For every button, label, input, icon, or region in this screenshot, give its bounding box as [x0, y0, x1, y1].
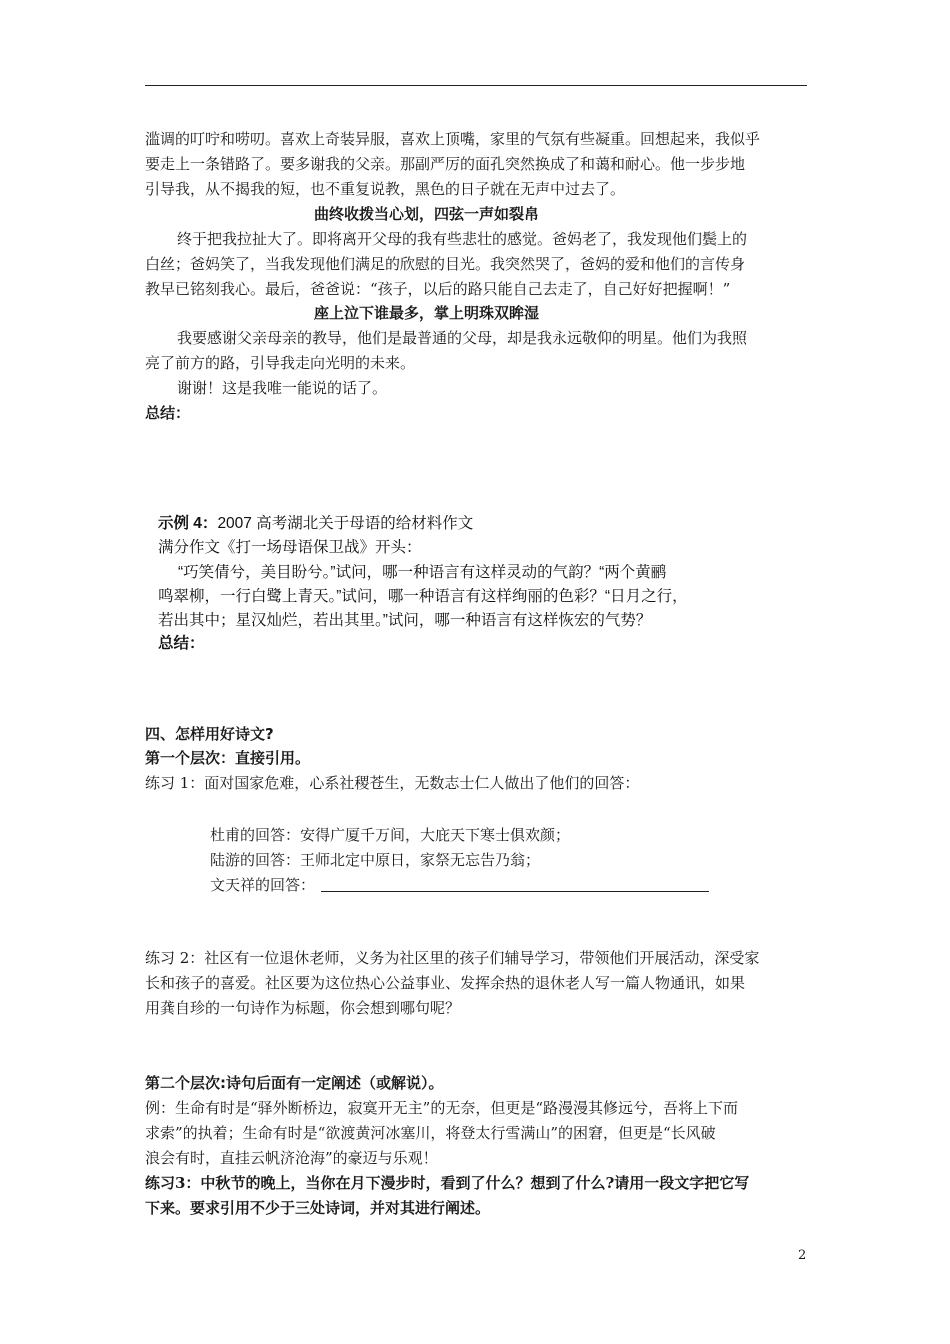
section-title: 四、怎样用好诗文? [145, 725, 274, 743]
example-line: 若出其中；星汉灿烂，若出其里。”试问，哪一种语言有这样恢宏的气势？ [158, 612, 652, 629]
exercise-3: 练习3：中秋节的晚上，当你在月下漫步时，看到了什么？想到了什么?请用一段文字把它写 [145, 1174, 750, 1192]
paragraph-line: 白丝；爸妈笑了，当我发现他们满足的欣慰的目光。我突然哭了，爸妈的爱和他们的言传身 [145, 255, 746, 273]
paragraph-line: 教早已铭刻我心。最后，爸爸说：“孩子，以后的路只能自己去走了，自己好好把握啊！” [145, 280, 731, 298]
example-label: 示例 4： [158, 515, 218, 532]
paragraph-line: 引导我，从不揭我的短，也不重复说教，黑色的日子就在无声中过去了。 [145, 180, 626, 198]
answer-line: 杜甫的回答：安得广厦千万间，大庇天下寒士俱欢颜； [210, 826, 571, 844]
answer-line-blank [210, 873, 709, 897]
example-line: 求索”的执着；生命有时是“欲渡黄河冰塞川，将登太行雪满山”的困窘，但更是“长风破 [145, 1124, 716, 1142]
paragraph-line: 亮了前方的路，引导我走向光明的未来。 [145, 354, 416, 372]
section-heading: 座上泣下谁最多，掌上明珠双眸湿 [314, 304, 540, 322]
page-number: 2 [798, 1248, 807, 1263]
paragraph-line: 要走上一条错路了。要多谢我的父亲。那副严厉的面孔突然换成了和蔼和耐心。他一步步地 [145, 155, 746, 173]
example-summary: 总结： [158, 635, 205, 652]
exercise-3: 下来。要求引用不少于三处诗词，并对其进行阐述。 [145, 1199, 491, 1217]
answer-blank[interactable] [321, 877, 709, 892]
example-title: 2007 高考湖北关于母语的给材料作文 [217, 515, 474, 532]
level-heading: 第一个层次：直接引用。 [145, 749, 311, 767]
example-line: “巧笑倩兮，美目盼兮。”试问，哪一种语言有这样灵动的气韵？“两个黄鹂 [178, 564, 667, 581]
example-line: 浪会有时，直挂云帆济沧海”的豪迈与乐观！ [145, 1149, 438, 1167]
header-rule [145, 85, 807, 86]
exercise-2: 用龚自珍的一句诗作为标题，你会想到哪句呢？ [145, 999, 461, 1017]
exercise-1: 练习 1：面对国家危难，心系社稷苍生，无数志士仁人做出了他们的回答： [145, 774, 640, 792]
example-heading [158, 512, 473, 536]
paragraph-line: 我要感谢父亲母亲的教导，他们是最普通的父母，却是我永远敬仰的明星。他们为我照 [177, 329, 748, 347]
answer-line: 陆游的回答：王师北定中原日，家祭无忘告乃翁； [210, 851, 541, 869]
summary-label: 总结： [145, 404, 191, 422]
paragraph-line: 终于把我拉扯大了。即将离开父母的我有些悲壮的感觉。爸妈老了，我发现他们鬓上的 [177, 230, 748, 248]
exercise-2: 长和孩子的喜爱。社区要为这位热心公益事业、发挥余热的退休老人写一篇人物通讯，如果 [145, 974, 746, 992]
paragraph-line: 滥调的叮咛和唠叨。喜欢上奇装异服，喜欢上顶嘴，家里的气氛有些凝重。回想起来，我似乎 [145, 130, 761, 148]
answer-label: 文天祥的回答： [210, 876, 316, 894]
section-heading: 曲终收拨当心划，四弦一声如裂帛 [314, 205, 540, 223]
level-heading: 第二个层次:诗句后面有一定阐述（或解说）。 [145, 1074, 444, 1092]
example-line: 鸣翠柳，一行白鹭上青天。”试问，哪一种语言有这样绚丽的色彩？“日月之行， [158, 588, 688, 605]
paragraph-line: 谢谢！这是我唯一能说的话了。 [177, 379, 388, 397]
exercise-2: 练习 2：社区有一位退休老师，义务为社区里的孩子们辅导学习，带领他们开展活动，深受家 [145, 949, 760, 967]
example-subtitle: 满分作文《打一场母语保卫战》开头： [158, 539, 422, 556]
example-line: 例：生命有时是“驿外断桥边，寂寞开无主”的无奈，但更是“路漫漫其修远兮，吾将上下而 [145, 1099, 739, 1117]
